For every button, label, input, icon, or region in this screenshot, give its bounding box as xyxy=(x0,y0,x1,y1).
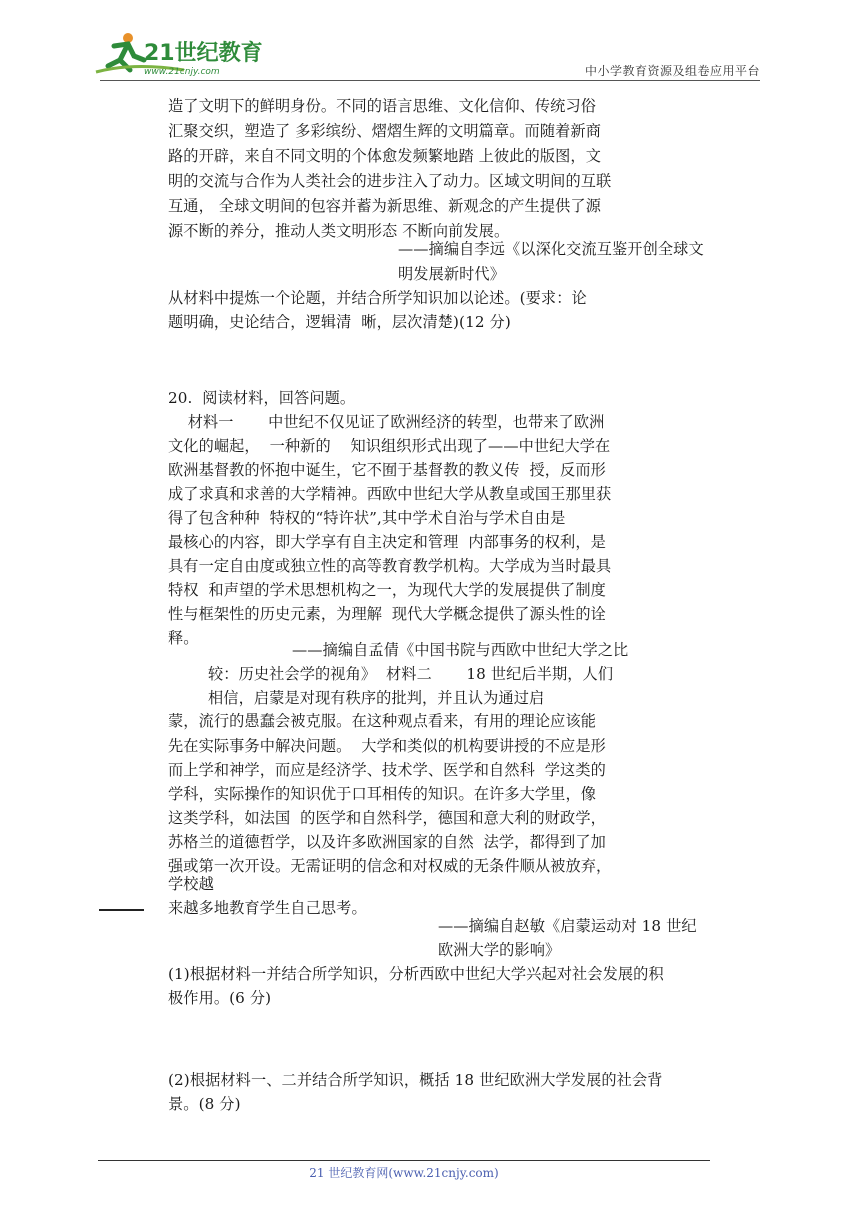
question-line: 景。(8 分) xyxy=(168,1095,241,1113)
text-line: 特权 和声望的学术思想机构之一，为现代大学的发展提供了制度 xyxy=(168,581,606,599)
citation-line: ——摘编自李远《以深化交流互鉴开创全球文 xyxy=(398,240,704,258)
text-line: 先在实际事务中解决问题。 大学和类似的机构要讲授的不应是形 xyxy=(168,737,606,755)
site-logo xyxy=(94,30,264,82)
question-line: (2)根据材料一、二并结合所学知识，概括 18 世纪欧洲大学发展的社会背 xyxy=(168,1071,663,1089)
svg-text:www.21cnjy.com: www.21cnjy.com xyxy=(144,67,220,77)
citation-line: ——摘编自孟倩《中国书院与西欧中世纪大学之比 xyxy=(292,641,629,659)
text-line: 汇聚交织，塑造了 多彩缤纷、熠熠生辉的文明篇章。而随着新商 xyxy=(168,122,601,140)
text-line: 学校越 xyxy=(168,875,214,893)
question-line: (1)根据材料一并结合所学知识，分析西欧中世纪大学兴起对社会发展的积 xyxy=(168,965,664,983)
header-divider xyxy=(100,80,760,81)
citation-line: 欧洲大学的影响》 xyxy=(438,941,561,959)
text-line: 这类学科，如法国 的医学和自然科学，德国和意大利的财政学， xyxy=(168,809,606,827)
footer-text: 21 世纪教育网(www.21cnjy.com) xyxy=(309,1166,499,1180)
question-line: 从材料中提炼一个论题，并结合所学知识加以论述。(要求：论 xyxy=(168,289,587,307)
citation-line: 较：历史社会学的视角》 材料二 18 世纪后半期，人们 xyxy=(208,665,614,683)
platform-name: 中小学教育资源及组卷应用平台 xyxy=(584,64,760,78)
text-line: 互通， 全球文明间的包容并蓄为新思维、新观念的产生提供了源 xyxy=(168,197,601,215)
text-line: 释。 xyxy=(168,629,199,647)
citation-line: ——摘编自赵敏《启蒙运动对 18 世纪 xyxy=(438,917,697,935)
text-line: 源不断的养分，推动人类文明形态 不断向前发展。 xyxy=(168,222,510,240)
text-line: 来越多地教育学生自己思考。 xyxy=(168,899,367,917)
margin-mark xyxy=(99,909,144,911)
text-line: 强或第一次开设。无需证明的信念和对权威的无条件顺从被放弃， xyxy=(168,857,612,875)
question-line: 极作用。(6 分) xyxy=(168,989,272,1007)
text-line: 文化的崛起， 一种新的 知识组织形式出现了——中世纪大学在 xyxy=(168,437,611,455)
footer-divider xyxy=(98,1160,710,1161)
text-line: 最核心的内容，即大学享有自主决定和管理 内部事务的权利，是 xyxy=(168,533,606,551)
text-line: 得了包含种种 特权的“特许状”,其中学术自治与学术自由是 xyxy=(168,509,566,527)
page-header xyxy=(0,0,860,84)
svg-text:21世纪教育: 21世纪教育 xyxy=(144,41,263,66)
question-line: 题明确，史论结合，逻辑清 晰，层次清楚)(12 分) xyxy=(168,313,511,331)
text-line: 蒙，流行的愚蠢会被克服。在这种观点看来，有用的理论应该能 xyxy=(168,712,597,730)
text-line: 而上学和神学，而应是经济学、技术学、医学和自然科 学这类的 xyxy=(168,761,606,779)
text-line: 欧洲基督教的怀抱中诞生，它不囿于基督教的教义传 授，反而形 xyxy=(168,461,606,479)
text-line: 路的开辟，来自不同文明的个体愈发频繁地踏 上彼此的版图，文 xyxy=(168,147,601,165)
text-line: 造了文明下的鲜明身份。不同的语言思维、文化信仰、传统习俗 xyxy=(168,97,597,115)
text-line: 学科，实际操作的知识优于口耳相传的知识。在许多大学里，像 xyxy=(168,785,597,803)
text-line: 苏格兰的道德哲学，以及许多欧洲国家的自然 法学，都得到了加 xyxy=(168,833,606,851)
text-line: 性与框架性的历史元素，为理解 现代大学概念提供了源头性的诠 xyxy=(168,605,606,623)
text-line: 相信，启蒙是对现有秩序的批判，并且认为通过启 xyxy=(208,689,545,707)
text-line: 具有一定自由度或独立性的高等教育教学机构。大学成为当时最具 xyxy=(168,557,612,575)
question-number: 20. 阅读材料，回答问题。 xyxy=(168,389,356,407)
text-line: 材料一 中世纪不仅见证了欧洲经济的转型，也带来了欧洲 xyxy=(168,413,605,431)
text-line: 成了求真和求善的大学精神。西欧中世纪大学从教皇或国王那里获 xyxy=(168,485,612,503)
text-line: 明的交流与合作为人类社会的进步注入了动力。区域文明间的互联 xyxy=(168,172,612,190)
citation-line: 明发展新时代》 xyxy=(398,265,506,283)
